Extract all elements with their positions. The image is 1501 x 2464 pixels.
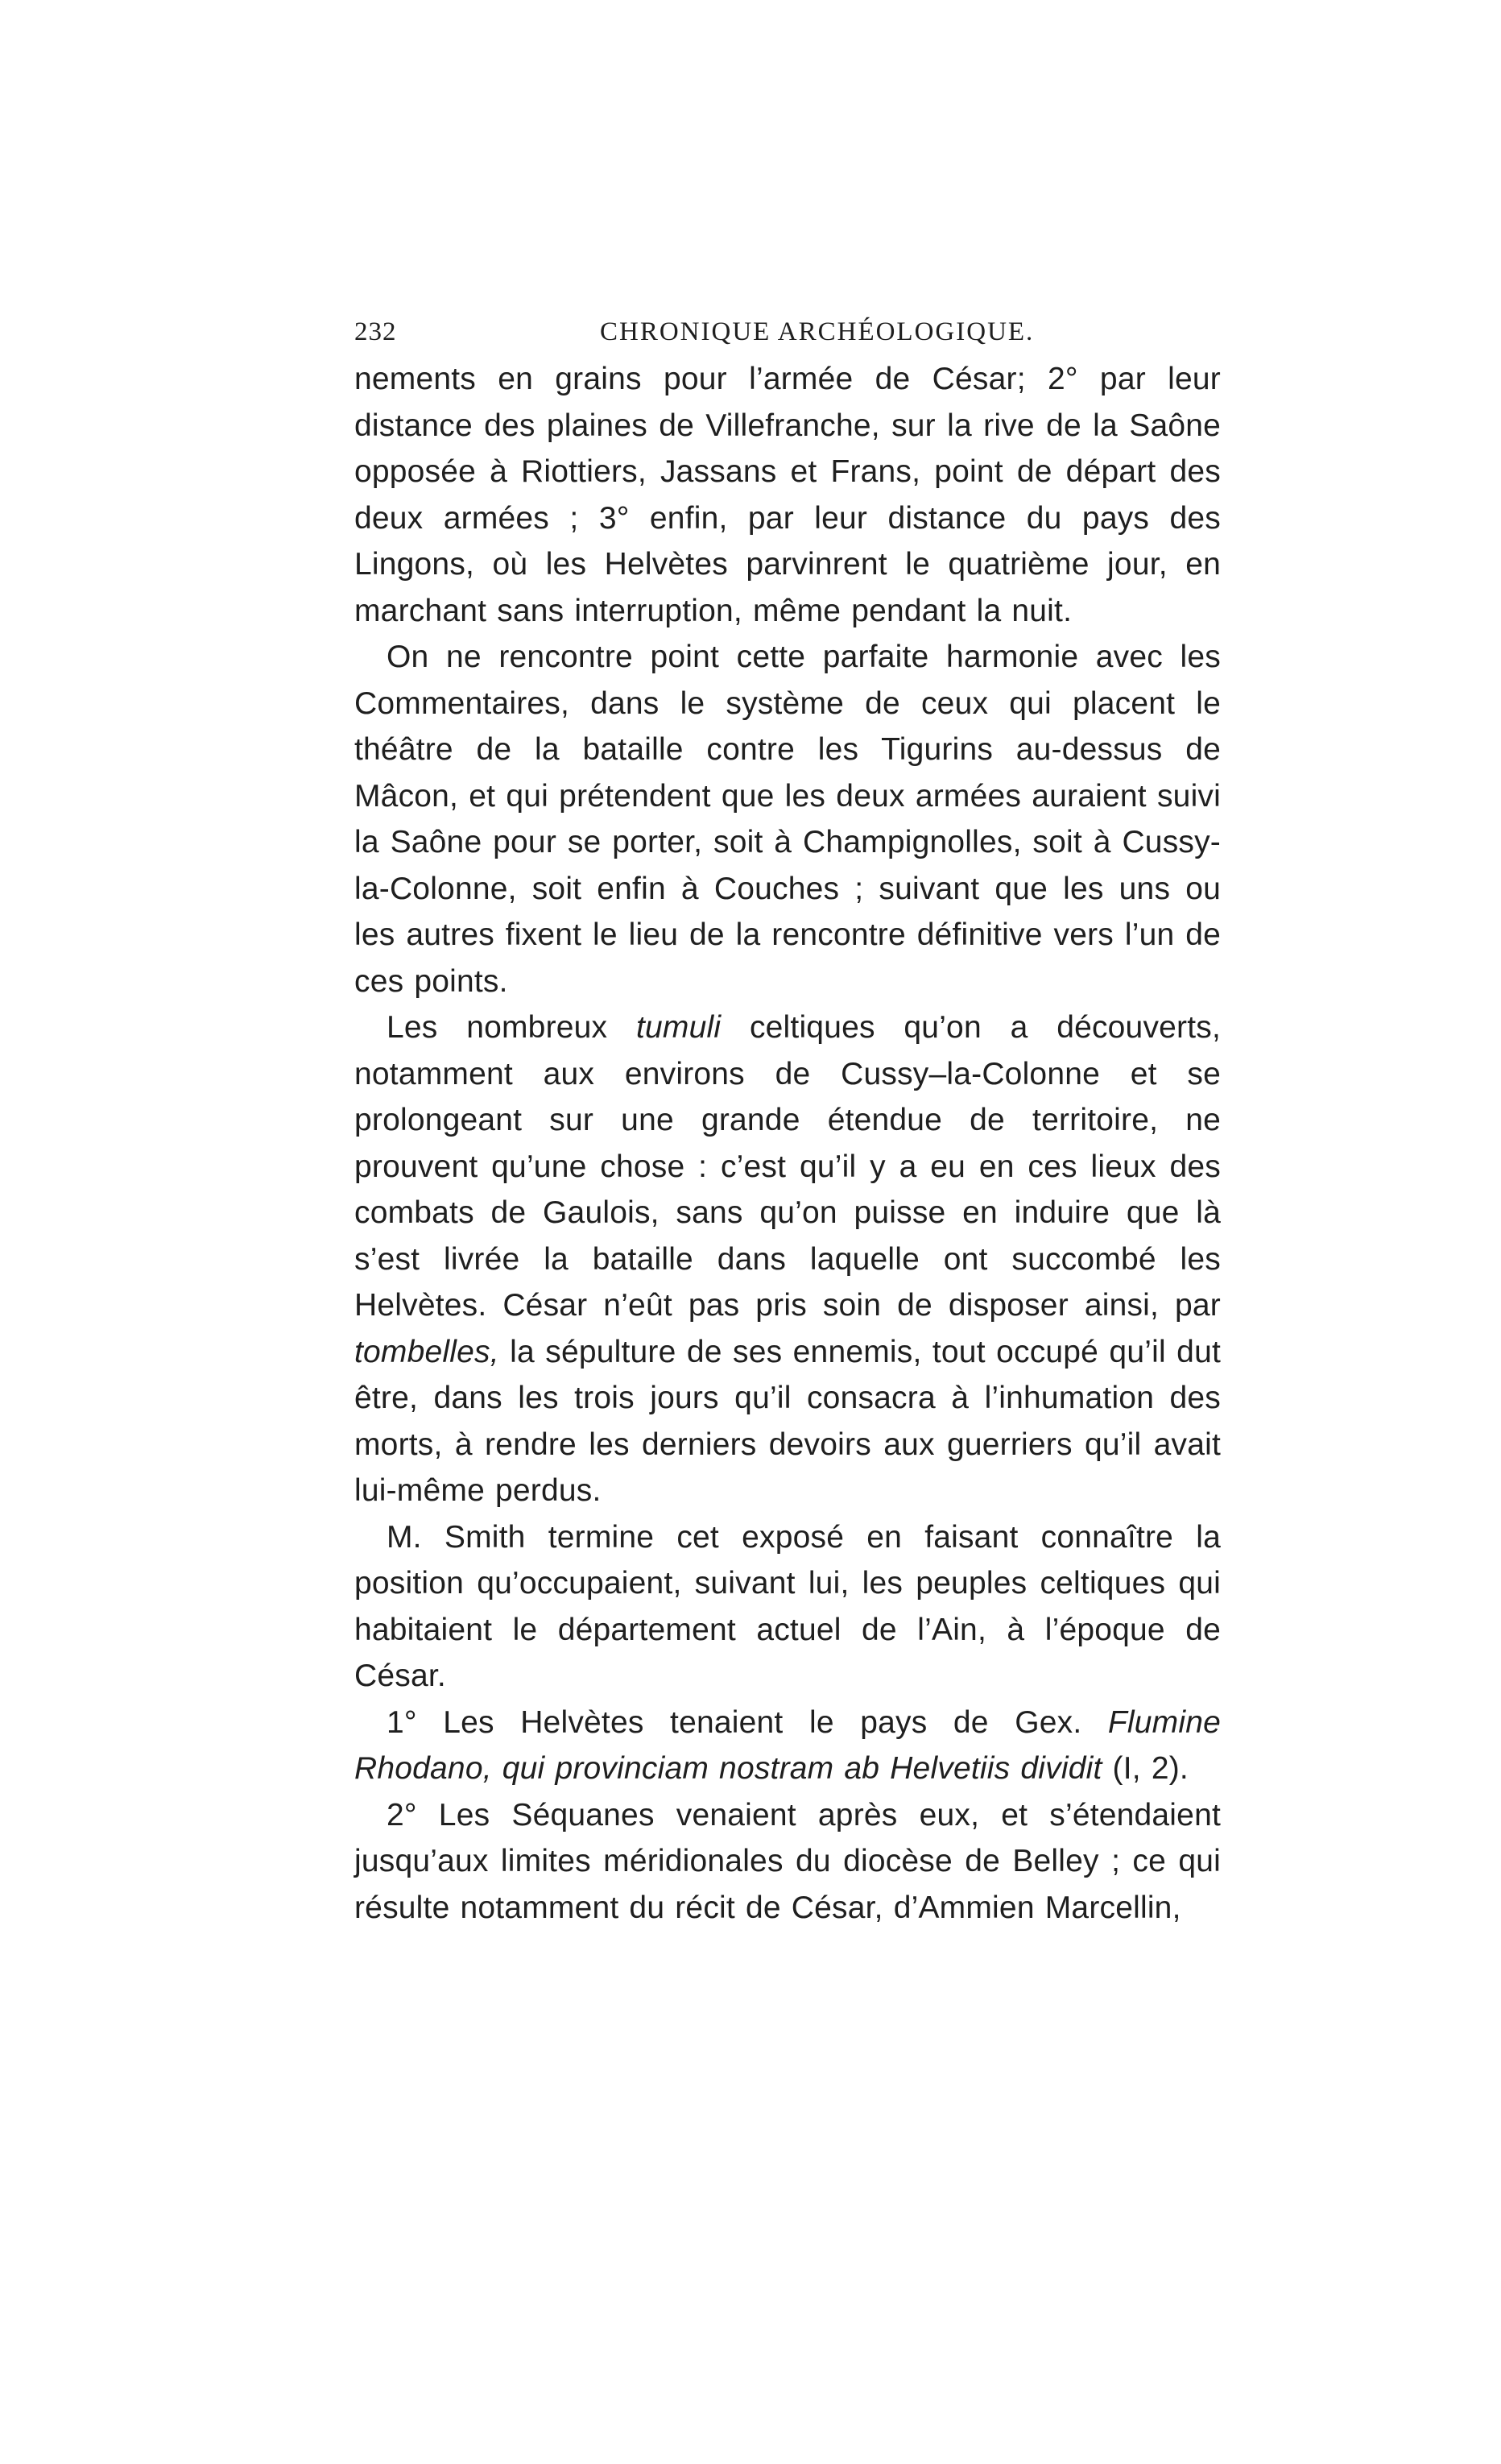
- body-text: [354, 356, 1221, 1931]
- italic-term-tombelles: tombelles,: [354, 1334, 499, 1369]
- paragraph-3-text: la sépulture de ses ennemis, tout occupé qu’il dut être, dans les trois jours qu’il consacra à l’inhumation des morts, à rendre les derniers devoirs aux guerriers qu’il avait lui-même perdus.: [354, 1334, 1221, 1508]
- paragraph-2: On ne rencontre point cette parfaite harmonie avec les Commentaires, dans le système de ceux qui placent le théâtre de la bataille contre les Tigurins au-dessus de Mâcon, et qui prétendent que les deux armées auraient suivi la Saône pour se porter, soit à Champignolles, soit à Cussy-la-Colonne, soit enfin à Couches ; suivant que les uns ou les autres fixent le lieu de la rencontre définitive vers l’un de ces points.: [354, 640, 1221, 999]
- paragraph-5-text: 1° Les Helvètes tenaient le pays de Gex.: [387, 1704, 1108, 1740]
- paragraph-1: nements en grains pour l’armée de César; 2° par leur distance des plaines de Villefranche, sur la rive de la Saône opposée à Riottiers, Jassans et Frans, point de départ des deux armées ; 3° enfin, par leur distance du pays des Lingons, où les Helvètes parvinrent le quatrième jour, en marchant sans interruption, même pendant la nuit.: [354, 362, 1221, 628]
- paragraph-3-text: Les nombreux: [387, 1010, 636, 1045]
- latin-quotation: Flumine Rhodano, qui provinciam nostram ab Helvetiis dividit: [354, 1704, 1221, 1786]
- running-head: [354, 308, 1221, 356]
- paragraph-3: [354, 1004, 1221, 1514]
- paragraph-6: 2° Les Séquanes venaient après eux, et s’étendaient jusqu’aux limites méridionales du diocèse de Belley ; ce qui résulte notamment du récit de César, d’Ammien Marcellin,: [354, 1797, 1221, 1925]
- book-page: [354, 308, 1221, 1931]
- paragraph-4: M. Smith termine cet exposé en faisant connaître la position qu’occupaient, suivant lui, les peuples celtiques qui habitaient le département actuel de l’Ain, à l’époque de César.: [354, 1519, 1221, 1693]
- italic-term-tumuli: tumuli: [635, 1010, 722, 1045]
- page-number: 232: [354, 317, 397, 346]
- paragraph-5: [354, 1700, 1221, 1792]
- paragraph-5-citation: (I, 2).: [1102, 1751, 1189, 1786]
- paragraph-3-text: celtiques qu’on a découverts, notamment aux environs de Cussy–la-Colonne et se prolongeant sur une grande étendue de territoire, ne prouvent qu’une chose : c’est qu’il y a eu en ces lieux des combats de Gaulois, sans qu’on puisse en induire que là s’est livrée la bataille dans laquelle ont succombé les Helvètes. César n’eût pas pris soin de disposer ainsi, par: [354, 1010, 1221, 1323]
- running-title: CHRONIQUE ARCHÉOLOGIQUE.: [600, 317, 1035, 346]
